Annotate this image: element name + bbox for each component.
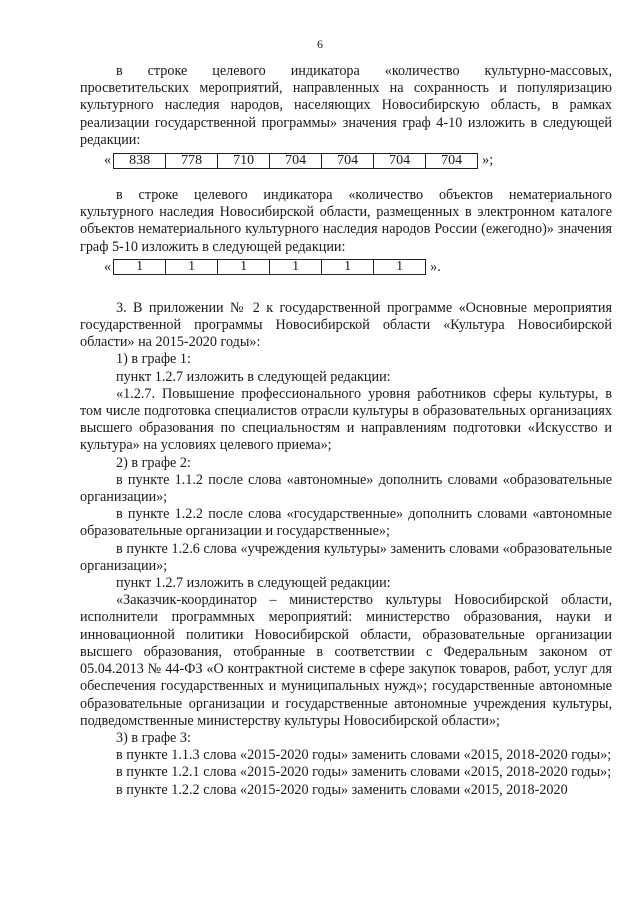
value-cell: 1 [322,260,374,275]
list-item: в пункте 1.1.2 после слова «автономные» дополнить словами «образовательные организации»; [80,471,612,506]
value-cell: 1 [218,260,270,275]
list-item: 3) в графе 3: [116,729,191,746]
value-cell: 838 [114,153,166,168]
value-cell: 778 [166,153,218,168]
list-item: пункт 1.2.7 изложить в следующей редакции: [116,575,391,592]
list-item: «Заказчик-координатор – министерство культуры Новосибирской области, исполнители программных мероприятий: министерство образования, науки и инновационной политики Новосибирской области, образовательные организации высшего образования, отобранные в соответствии с Федеральным законом от 05.04.2013 № 44-ФЗ «О контрактной системе в сфере закупок товаров, работ, услуг для обеспечения государственных и муниципальных нужд»; государственные автономные образовательные организации и государственные автономные учреждения культуры, подведомственные министерству культуры Новосибирской области»; [80,592,612,729]
close-quote: ». [430,258,441,275]
list-item: в пункте 1.2.6 слова «учреждения культуры» заменить словами «образовательные организации»; [80,540,612,574]
value-cell: 704 [374,153,426,168]
list-item: 1) в графе 1: [116,351,191,368]
value-cell: 1 [374,260,426,275]
values-table-1 [113,153,478,169]
values-row-2 [80,258,612,277]
list-item: в пункте 1.2.1 слова «2015-2020 годы» заменить словами «2015, 2018-2020 годы»; [116,764,612,781]
value-cell: 710 [218,153,270,168]
values-row-1 [80,151,612,170]
value-cell: 704 [270,153,322,168]
value-cell: 1 [270,260,322,275]
list-item: 2) в графе 2: [116,454,191,471]
value-cell: 1 [166,260,218,275]
paragraph-indicator-heritage: в строке целевого индикатора «количество объектов нематериального культурного наследия Новосибирской области, размещенных в электронном каталоге объектов нематериального культурного наследия народов России (ежегодно)» значения граф 5-10 изложить в следующей редакции: [80,187,612,255]
values-table-2 [113,259,426,275]
document-body [80,63,612,799]
paragraph-indicator-events: в строке целевого индикатора «количество культурно-массовых, просветительских мероприятий, направленных на сохранность и популяризацию культурного наследия народов, населяющих Новосибирскую область, в рамках реализации государственной программы» значения граф 4-10 изложить в следующей редакции: [80,63,612,148]
open-quote: « [104,151,112,168]
close-quote: »; [482,151,494,168]
value-cell: 704 [426,153,478,168]
list-item: в пункте 1.1.3 слова «2015-2020 годы» заменить словами «2015, 2018-2020 годы»; [116,747,612,764]
page-number: 6 [317,37,323,51]
list-item: в пункте 1.2.2 слова «2015-2020 годы» заменить словами «2015, 2018-2020 [116,781,568,798]
value-cell: 704 [322,153,374,168]
list-item: пункт 1.2.7 изложить в следующей редакции: [116,368,391,385]
list-item: «1.2.7. Повышение профессионального уровня работников сферы культуры, в том числе подготовка специалистов отрасли культуры в образовательных организациях высшего образования по специальностям и направлениям подготовки «Искусство и культура» на условиях целевого приема»; [80,385,612,454]
paragraph-appendix-2: 3. В приложении № 2 к государственной программе «Основные мероприятия государственной программы Новосибирской области «Культура Новосибирской области» на 2015-2020 годы»: [80,299,612,351]
open-quote: « [104,258,112,275]
list-item: в пункте 1.2.2 после слова «государственные» дополнить словами «автономные образовательные организации и государственные»; [80,506,612,540]
value-cell: 1 [114,260,166,275]
